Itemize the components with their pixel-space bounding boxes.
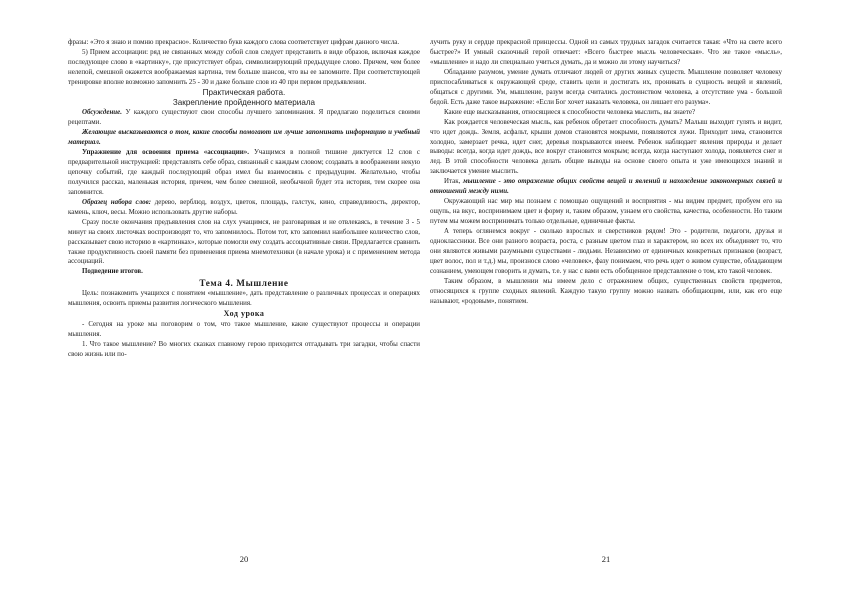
paragraph: 1. Что такое мышление? Во многих сказках главному герою приходится отгадывать три загадки, чтобы спасти свою жизнь или по- xyxy=(68,339,420,358)
paragraph: Обладание разумом, умение думать отличают людей от других живых существ. Мышление позволяет человеку приспосабливаться к окружающей среде, ставить цели и достигать их, проникать в сущность вещей и явлений, общаться с другими. Ум, мышление, разум всегда считались достоинством человека, а отсутствие ума - большой бедой. Есть даже такое выражение: «Если Бог хочет наказать человека, он лишает его разума». xyxy=(430,67,782,106)
section-subtitle: Закрепление пройденного материала xyxy=(172,97,316,107)
paragraph-text: Подведение итогов. xyxy=(82,267,143,276)
paragraph xyxy=(68,148,420,198)
paragraph: Какие еще высказывания, относящиеся к способности человека мыслить, вы знаете? xyxy=(444,107,696,116)
paragraph: лучить руку и сердце прекрасной принцессы. Одной из самых трудных загадок считается такая: «Что на свете всего быстрее?» И умный сказочный герой отвечает: «Всего быстрее мысль человеческая». Что же такое «мысль», «мышление» и надо ли специально учиться думать, да и можно ли этому научиться? xyxy=(430,38,782,66)
paragraph xyxy=(68,198,420,218)
left-page xyxy=(68,38,420,565)
page-number: 20 xyxy=(239,554,249,565)
paragraph xyxy=(68,267,420,277)
paragraph: фразы: «Это я знаю и помню прекрасно». Количество букв каждого слова соответствует цифрам данного числа. xyxy=(68,38,400,46)
paragraph-text: У каждого существуют свои способы лучшего запоминания. Я предлагаю поделиться своими рецептами. xyxy=(68,108,420,127)
paragraph xyxy=(430,177,782,197)
right-page xyxy=(430,38,782,565)
paragraph-lead: Итак, xyxy=(444,177,461,186)
paragraph-text: мышление - это отражение общих свойств вещей и явлений и нахождение закономерных связей и отношений между ними. xyxy=(430,177,782,196)
paragraph: Как рождается человеческая мысль, как ребенок обретает способность думать? Малыш выходит гулять и видит, что идет дождь. Земля, асфальт, крыши домов становятся мокрыми, появляются лужи. Приходит зима, становится холодно, замерзает речка, идет снег, деревья покрываются инеем. Ребенок наблюдает явления природы и делает выводы: всегда, когда идет дождь, все вокруг становится мокрым; всегда, когда наступают холода, появляется снег и лед. В этой способности человека делать общие выводы на основе своего опыта и уже имеющихся знаний и заключается умение мыслить. xyxy=(430,117,782,176)
section-title: Практическая работа. xyxy=(202,87,286,97)
paragraph xyxy=(68,128,420,148)
paragraph xyxy=(68,108,420,128)
paragraph-lead: Обсуждение. xyxy=(82,108,122,117)
paragraph: Таким образом, в мышлении мы имеем дело с отражением общих, существенных свойств предметов, относящихся к группе сходных явлений. Каждую такую группу можно назвать обобщающим, или, как его еще называют, «родовым», понятием. xyxy=(430,276,782,305)
paragraph-text: Учащимся в полной тишине диктуется 12 слов с предварительной инструкцией: представлять себе образ, связанный с каждым словом; создавать в воображении некую цепочку событий, где каждый последующий образ имел бы взаимосвязь с предыдущим. Желательно, чтобы получился рассказ, маленькая история, причем, чем более смешной, необычной будет эта история, тем скорее она запомнится. xyxy=(68,147,420,196)
page-number: 21 xyxy=(601,554,611,565)
paragraph-text: Желающие высказываются о том, какие способы помогают им лучше запоминать информацию и учебный материал. xyxy=(68,128,420,147)
paragraph: Окружающий нас мир мы познаем с помощью ощущений и восприятия - мы видим предмет, пробуем его на ощупь, на вкус, воспринимаем цвет и форму и, таким образом, узнаем его свойства, качества, особенности. Но таким путем мы можем воспринимать только отдельные, единичные факты. xyxy=(430,197,782,226)
paragraph: - Сегодня на уроке мы поговорим о том, что такое мышление, какие существуют процессы и операции мышления. xyxy=(68,319,420,338)
subheading: Ход урока xyxy=(223,309,265,319)
paragraph-lead: Образец набора слов: xyxy=(82,197,152,206)
paragraph-lead: Упражнение для освоения приема «ассоциации». xyxy=(82,147,249,156)
paragraph: Сразу после окончания предъявления слов на слух учащимся, не разговаривая и не отвлекаясь, в течение 3 - 5 минут на своих листочках воспроизводят то, что запомнилось. Потом тот, кто запомнил наибольшее количество слов, рассказывает свою историю в «картинках», которые помогли ему создать ассоциативные связи. Предлагается сравнить также продуктивность своей памяти без применения приема мнемотехники (в начале урока) и с применением метода ассоциаций. xyxy=(68,217,421,266)
paragraph: 5) Прием ассоциации: ряд не связанных между собой слов следует представить в виде образов, включая каждое последующее слово в «картинку», где присутствует образ, символизирующий предыдущее слово. Причем, чем более нелепой, смешной окажется воображаемая картина, тем больше шансов, что вы ее запомните. При соответствующей тренировке вполне возможно запомнить 25 - 30 и даже больше слов из 40 при первом предъявлении. xyxy=(68,47,420,86)
paragraph-text: дерево, верблюд, воздух, цветок, площадь, галстук, кино, справедливость, директор, камень, ключ, весы. Можно использовать другие наборы. xyxy=(68,197,420,216)
paragraph: Цель: познакомить учащихся с понятием «мышление», дать представление о различных процессах и операциях мышления, освоить приемы развития логического мышления. xyxy=(68,289,420,308)
theme-heading: Тема 4. Мышление xyxy=(199,278,289,289)
paragraph: А теперь оглянемся вокруг - сколько взрослых и сверстников рядом! Это - родители, педагоги, друзья и одноклассники. Все они разного возраста, роста, с разным цветом глаз и характером, но всех их объединяет то, что они являются живыми разумными существами - людьми. Независимо от единичных конкретных признаков (возраст, цвет волос, пол и т.д.) мы, произнося слово «человек», фазу понимаем, что речь идет о живом существе, обладающем сознанием, умеющем говорить и думать, т.е. у нас с вами есть обобщенное представление о том, кто такой человек. xyxy=(430,227,782,275)
